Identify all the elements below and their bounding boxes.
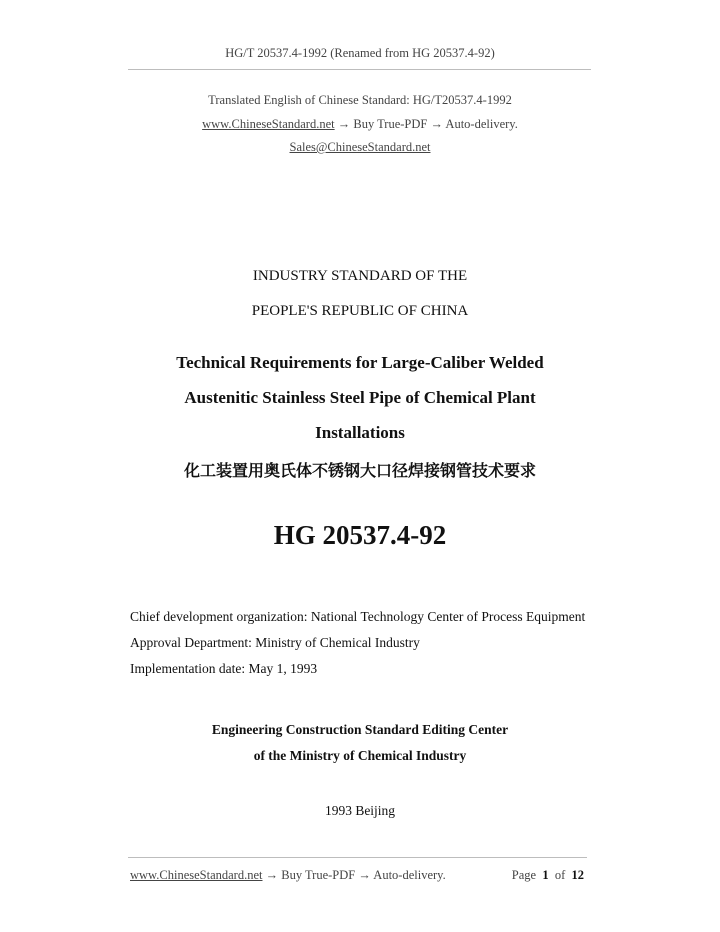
chinese-title: 化工装置用奥氏体不锈钢大口径焊接钢管技术要求 [183, 461, 536, 480]
footer-buy-text: → Buy True-PDF → Auto-delivery. [262, 868, 446, 882]
implementation-line: Implementation date: May 1, 1993 [130, 661, 318, 676]
organization-line: Chief development organization: National Technology Center of Process Equipment [130, 609, 586, 624]
standard-line-2: PEOPLE'S REPUBLIC OF CHINA [251, 303, 469, 319]
site-link[interactable]: www.ChineseStandard.net [202, 117, 335, 131]
standard-code: HG 20537.4-92 [273, 520, 447, 550]
standard-line-1: INDUSTRY STANDARD OF THE [252, 268, 468, 284]
page-current: 1 [542, 868, 549, 882]
footer-divider [128, 857, 587, 858]
title-line-1: Technical Requirements for Large-Caliber Welded [176, 353, 544, 372]
running-header: HG/T 20537.4-1992 (Renamed from HG 20537.4-92) [225, 46, 495, 60]
page-label: Page [511, 868, 537, 882]
purchase-line [0, 117, 720, 132]
footer-purchase-line [130, 868, 446, 883]
page-of: of [554, 868, 566, 882]
translated-line: Translated English of Chinese Standard: HG/T20537.4-1992 [208, 93, 512, 107]
buy-text: → Buy True-PDF → Auto-delivery. [334, 117, 518, 131]
approval-line: Approval Department: Ministry of Chemical Industry [130, 635, 420, 650]
place-year: 1993 Beijing [324, 803, 396, 818]
footer-site-link[interactable]: www.ChineseStandard.net [130, 868, 263, 882]
email-line [0, 140, 720, 155]
publisher-line-1: Engineering Construction Standard Editing Center [211, 722, 509, 737]
page-total: 12 [571, 868, 584, 882]
page-indicator [512, 868, 584, 883]
publisher-line-2: of the Ministry of Chemical Industry [253, 748, 467, 763]
header-divider [128, 69, 591, 70]
title-line-2: Austenitic Stainless Steel Pipe of Chemical Plant [184, 388, 536, 407]
email-link[interactable]: Sales@ChineseStandard.net [289, 140, 431, 154]
title-line-3: Installations [315, 423, 405, 442]
